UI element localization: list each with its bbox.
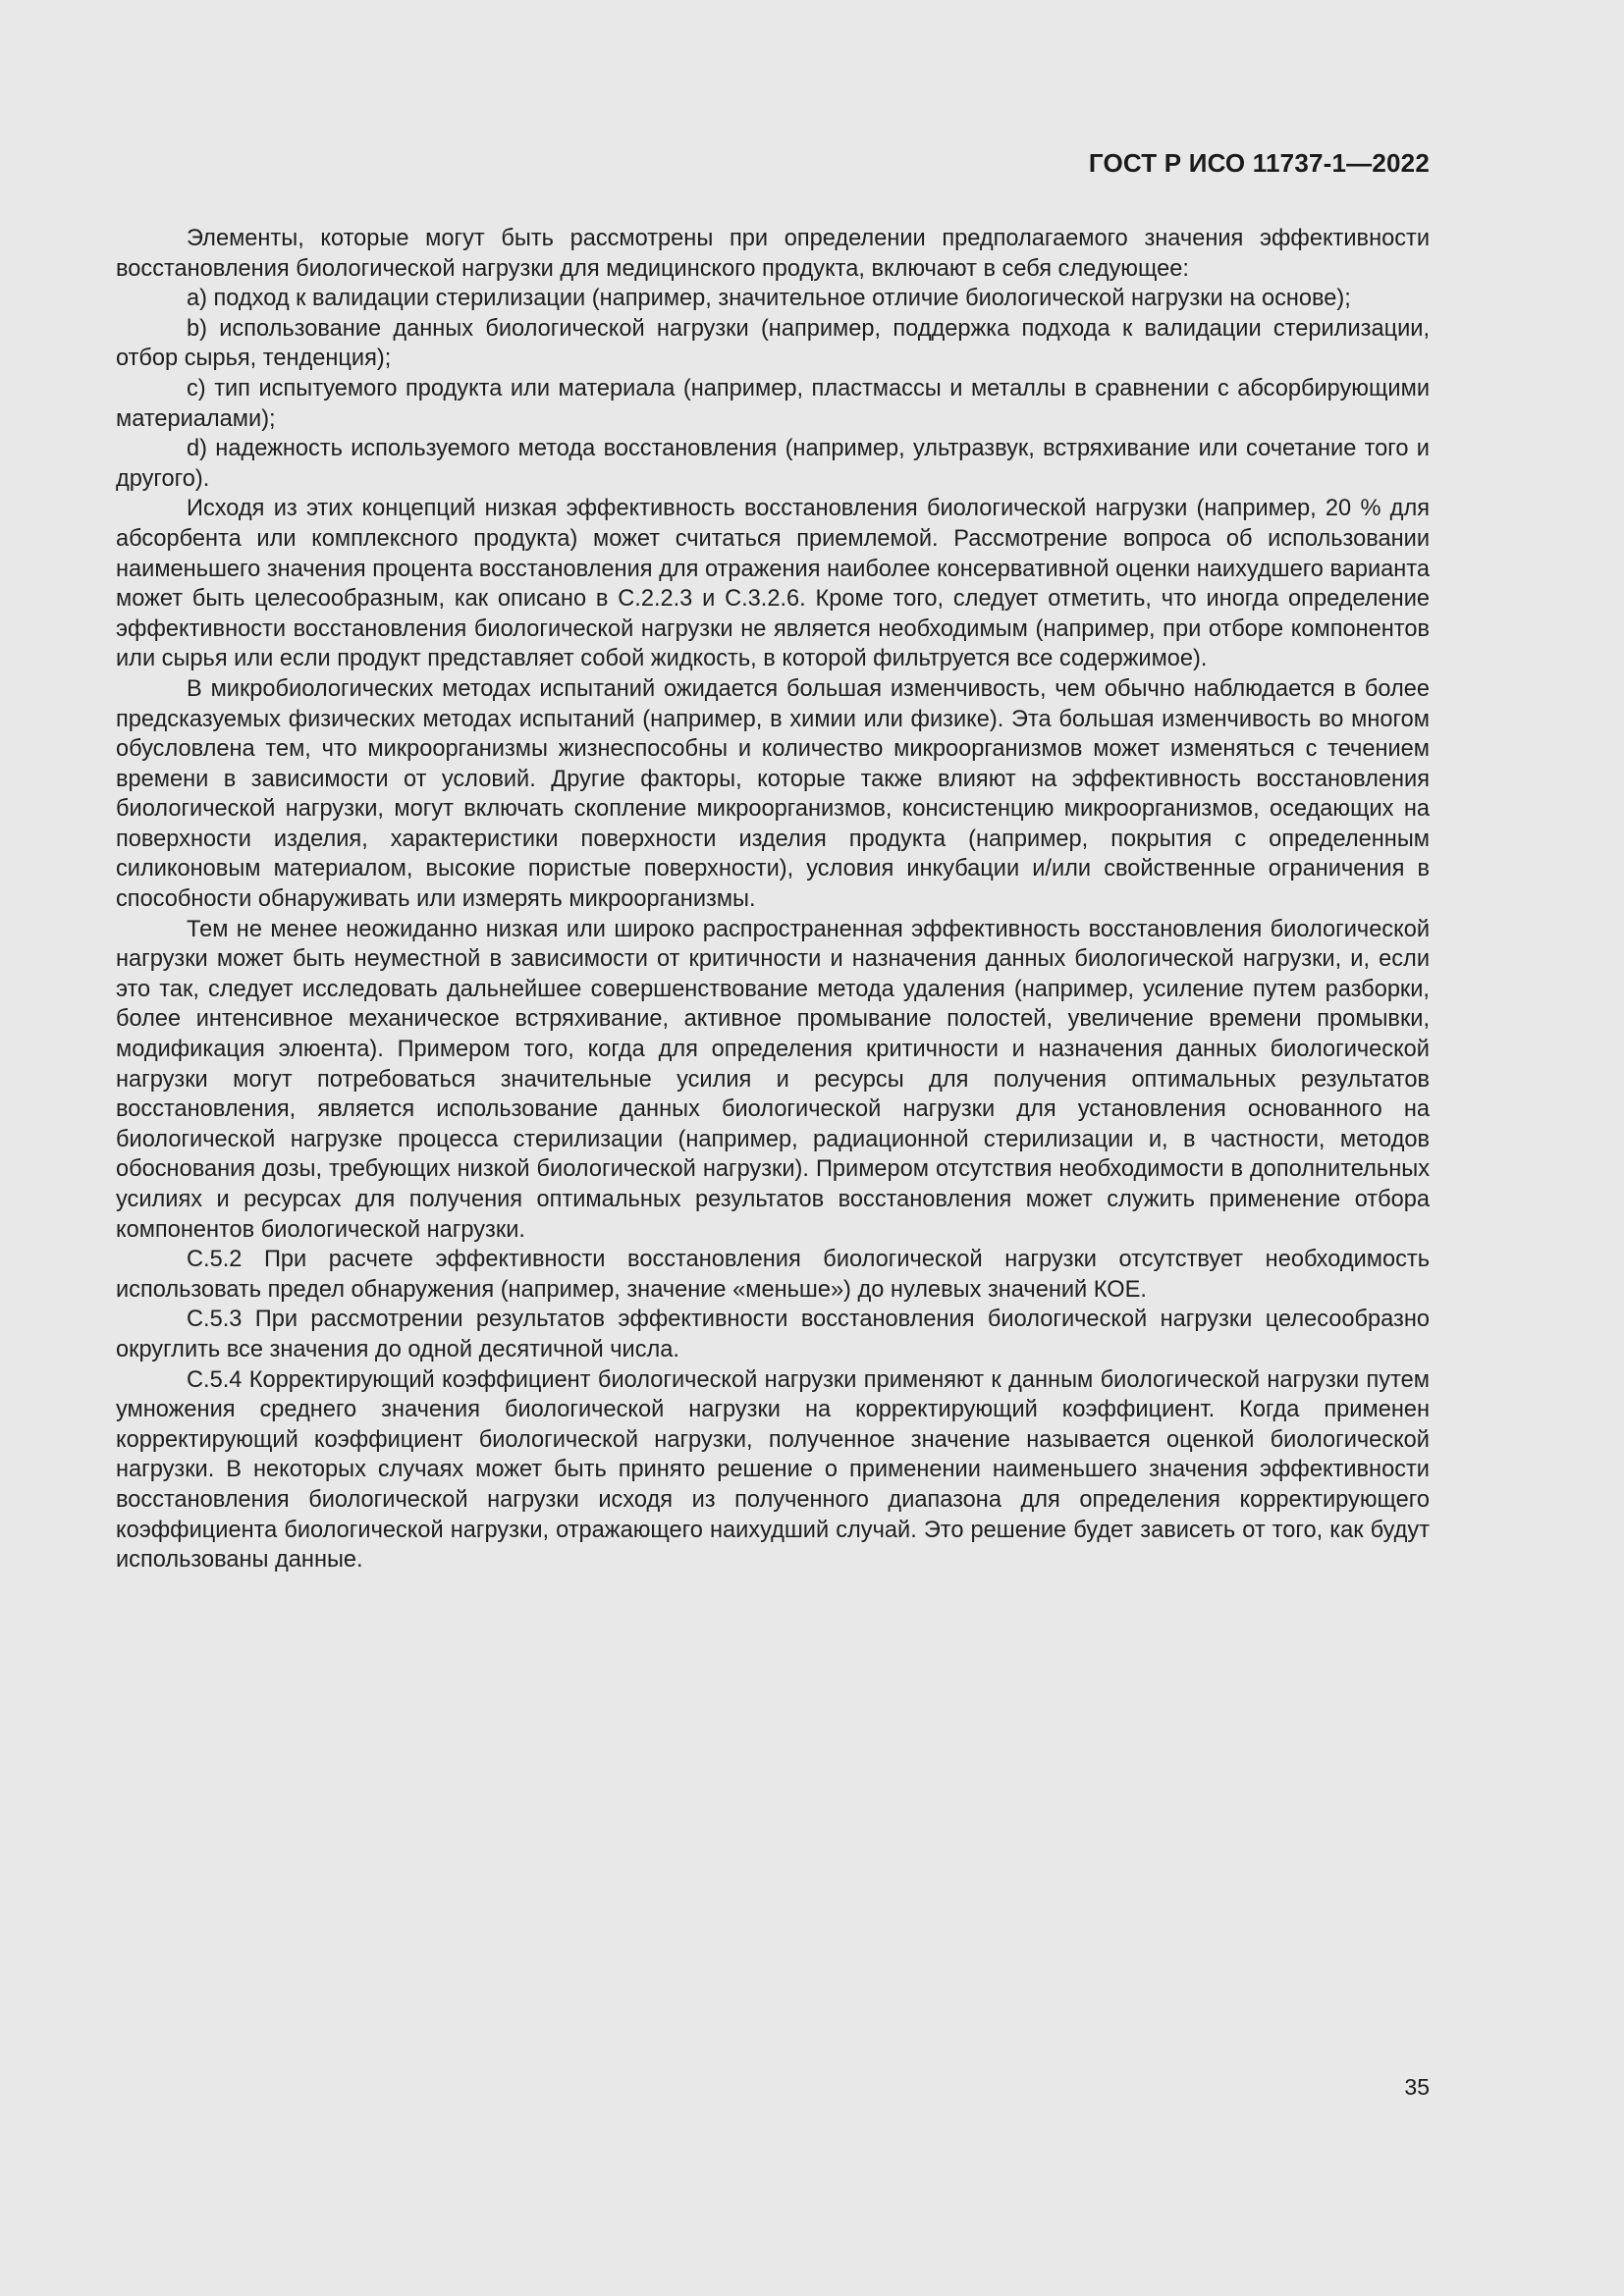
list-item-b: b) использование данных биологической нагрузки (например, поддержка подхода к валидации стерилизации, отбор сырья, тенденция); — [116, 315, 1430, 372]
body-paragraph: В микробиологических методах испытаний ожидается большая изменчивость, чем обычно наблюдается в более предсказуемых физических методах испытаний (например, в химии или физике). Эта большая изменчивость во многом обусловлена тем, что микроорганизмы жизнеспособны и количество микроорганизмов может изменяться с течением времени в зависимости от условий. Другие факторы, которые также влияют на эффективность восстановления биологической нагрузки, могут включать скопление микроорганизмов, консистенцию микроорганизмов, оседающих на поверхности изделия, характеристики поверхности изделия продукта (например, покрытия с определенным силиконовым материалом, высокие пористые поверхности), условия инкубации и/или свойственные ограничения в способности обнаруживать или измерять микроорганизмы. — [116, 675, 1430, 913]
page-number: 35 — [1404, 2074, 1430, 2100]
document-header-standard-id: ГОСТ Р ИСО 11737-1—2022 — [1088, 148, 1430, 178]
list-item-c: c) тип испытуемого продукта или материала (например, пластмассы и металлы в сравнении с абсорбирующими материалами); — [116, 375, 1430, 432]
list-item-d: d) надежность используемого метода восстановления (например, ультразвук, встряхивание или сочетание того и другого). — [116, 436, 1430, 492]
document-body — [116, 224, 1430, 1575]
list-item-a: a) подход к валидации стерилизации (например, значительное отличие биологической нагрузки на основе); — [187, 286, 1351, 312]
intro-paragraph: Элементы, которые могут быть рассмотрены при определении предполагаемого значения эффективности восстановления биологической нагрузки для медицинского продукта, включают в себя следующее: — [116, 226, 1430, 282]
body-paragraph: Исходя из этих концепций низкая эффективность восстановления биологической нагрузки (например, 20 % для абсорбента или комплексного продукта) может считаться приемлемой. Рассмотрение вопроса об использовании наименьшего значения процента восстановления для отражения наиболее консервативной оценки наихудшего варианта может быть целесообразным, как описано в С.2.2.3 и С.3.2.6. Кроме того, следует отметить, что иногда определение эффективности восстановления биологической нагрузки не является необходимым (например, при отборе компонентов или сырья или если продукт представляет собой жидкость, в которой фильтруется все содержимое). — [116, 496, 1430, 672]
clause-c-5-3: С.5.3 При рассмотрении результатов эффективности восстановления биологической нагрузки целесообразно округлить все значения до одной десятичной числа. — [116, 1307, 1430, 1362]
clause-c-5-4: С.5.4 Корректирующий коэффициент биологической нагрузки применяют к данным биологической нагрузки путем умножения среднего значения биологической нагрузки на корректирующий коэффициент. Когда применен корректирующий коэффициент биологической нагрузки, полученное значение называется оценкой биологической нагрузки. В некоторых случаях может быть принято решение о применении наименьшего значения эффективности восстановления биологической нагрузки исходя из полученного диапазона для определения корректирующего коэффициента биологической нагрузки, отражающего наихудший случай. Это решение будет зависеть от того, как будут использованы данные. — [116, 1366, 1430, 1574]
clause-c-5-2: С.5.2 При расчете эффективности восстановления биологической нагрузки отсутствует необходимость использовать предел обнаружения (например, значение «меньше») до нулевых значений КОЕ. — [116, 1247, 1430, 1303]
body-paragraph: Тем не менее неожиданно низкая или широко распространенная эффективность восстановления биологической нагрузки может быть неуместной в зависимости от критичности и назначения данных биологической нагрузки, и, если это так, следует исследовать дальнейшее совершенствование метода удаления (например, усиление путем разборки, более интенсивное механическое встряхивание, активное промывание полостей, увеличение времени промывки, модификация элюента). Примером того, когда для определения критичности и назначения данных биологической нагрузки могут потребоваться значительные усилия и ресурсы для получения оптимальных результатов восстановления, является использование данных биологической нагрузки для установления основанного на биологической нагрузке процесса стерилизации (например, радиационной стерилизации и, в частности, методов обоснования дозы, требующих низкой биологической нагрузки). Примером отсутствия необходимости в дополнительных усилиях и ресурсах для получения оптимальных результатов восстановления может служить применение отбора компонентов биологической нагрузки. — [116, 916, 1430, 1243]
